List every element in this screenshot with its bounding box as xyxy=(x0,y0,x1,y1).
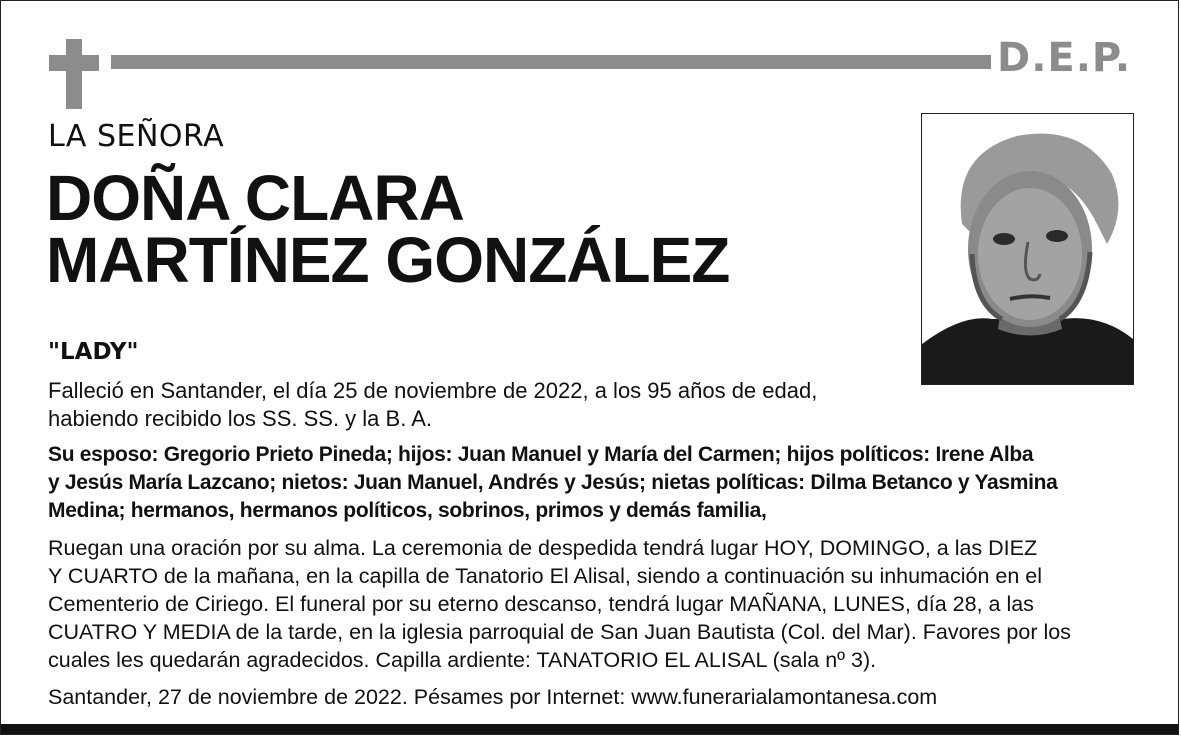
death-line-2: habiendo recibido los SS. SS. y la B. A. xyxy=(48,406,433,431)
portrait-illustration xyxy=(922,114,1133,384)
header-rule xyxy=(111,55,991,69)
nickname: "LADY" xyxy=(48,339,139,365)
ceremony-line-2: Y CUARTO de la mañana, en la capilla de Tanatorio El Alisal, siendo a continuación su inhumación en el xyxy=(48,564,1042,588)
family-list xyxy=(48,441,1123,525)
signoff: Santander, 27 de noviembre de 2022. Pésames por Internet: www.funerarialamontanesa.com xyxy=(48,685,938,709)
cross-icon xyxy=(49,39,99,109)
bottom-rule xyxy=(1,724,1178,734)
dep-heading: D.E.P. xyxy=(997,35,1132,81)
death-statement xyxy=(48,377,868,433)
honorific: LA SEÑORA xyxy=(48,119,225,154)
name-line-1: DOÑA CLARA xyxy=(46,162,464,234)
family-line-1: Su esposo: Gregorio Prieto Pineda; hijos: Juan Manuel y María del Carmen; hijos políticos: Irene Alba xyxy=(48,443,1034,466)
deceased-name xyxy=(46,162,730,296)
portrait-photo xyxy=(921,113,1134,385)
ceremony-details xyxy=(48,534,1128,674)
ceremony-line-1: Ruegan una oración por su alma. La ceremonia de despedida tendrá lugar HOY, DOMINGO, a las DIEZ xyxy=(48,536,1038,560)
death-line-1: Falleció en Santander, el día 25 de noviembre de 2022, a los 95 años de edad, xyxy=(48,378,818,403)
family-line-2: y Jesús María Lazcano; nietos: Juan Manuel, Andrés y Jesús; nietas políticas: Dilma Betanco y Yasmina xyxy=(48,471,1058,494)
ceremony-line-4: CUATRO Y MEDIA de la tarde, en la iglesia parroquial de San Juan Bautista (Col. del Mar). Favores por los xyxy=(48,620,1071,644)
family-line-3: Medina; hermanos, hermanos políticos, sobrinos, primos y demás familia, xyxy=(48,499,767,522)
ceremony-line-3: Cementerio de Ciriego. El funeral por su eterno descanso, tendrá lugar MAÑANA, LUNES, día 28, a las xyxy=(48,592,1034,616)
name-line-2: MARTÍNEZ GONZÁLEZ xyxy=(46,224,730,296)
ceremony-line-5: cuales les quedarán agradecidos. Capilla ardiente: TANATORIO EL ALISAL (sala nº 3). xyxy=(48,648,877,672)
